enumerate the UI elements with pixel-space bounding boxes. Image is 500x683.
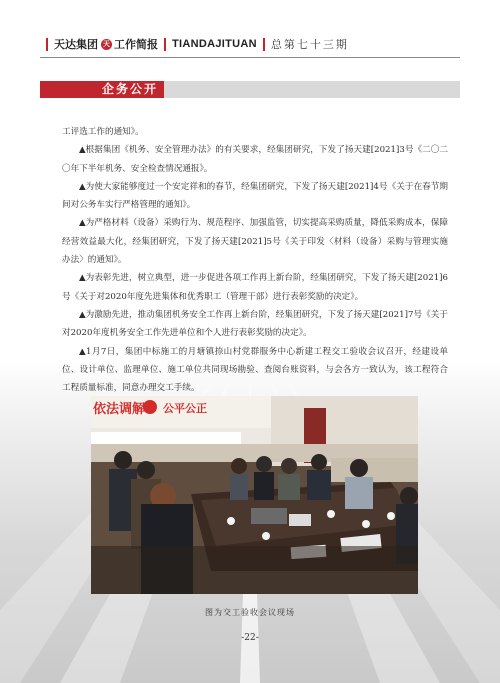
photo-caption: 图为交工验收会议现场 xyxy=(205,608,295,617)
meeting-photo xyxy=(91,396,418,594)
bulletin-title: 工作简报 xyxy=(114,38,158,51)
article-body xyxy=(62,123,448,397)
brand-english-name: TIANDAJITUAN xyxy=(172,38,257,50)
paragraph: ▲为严格材料（设备）采购行为、规范程序、加强监管，切实提高采购质量，降低采购成本，保障经营效益最大化，经集团研究，下发了扬天建[2021]5号《关于印发〈材料（设备）采购与管理实施办法〉的通知》。 xyxy=(62,218,448,266)
section-title: 企务公开 xyxy=(102,82,159,96)
banner-slogan-right: 公平公正 xyxy=(163,402,207,415)
header-rule xyxy=(40,57,460,58)
page-number: -22- xyxy=(241,633,259,643)
paragraph: 工评选工作的通知》。 xyxy=(62,127,144,137)
paragraph: ▲1月7日，集团中标施工的月塘镇捺山村党群服务中心新建工程交工验收会议召开，经建设单位、设计单位、监理单位、施工单位共同现场勘验、查阅台账资料，与会各方一致认为，该工程符合工程质量标准，同意办理交工手续。 xyxy=(62,346,448,394)
issue-number: 总第七十三期 xyxy=(270,38,349,51)
header-divider xyxy=(46,38,48,51)
section-heading-accent xyxy=(40,81,164,98)
paragraph: ▲为表彰先进，树立典型，进一步促进各项工作再上新台阶，经集团研究，下发了扬天建[2021]6号《关于对2020年度先进集体和优秀职工（管理干部）进行表彰奖励的决定》。 xyxy=(62,273,448,302)
paragraph: ▲为激励先进，推动集团机务安全工作再上新台阶，经集团研究，下发了扬天建[2021]7号《关于对2020年度机务安全工作先进单位和个人进行表彰奖励的决定》。 xyxy=(62,309,448,339)
paragraph: ▲根据集团《机务、安全管理办法》的有关要求，经集团研究，下发了扬天建[2021]3号《二〇二〇年下半年机务、安全检查情况通报》。 xyxy=(62,145,448,174)
banner-slogan-left: 依法调解 xyxy=(93,402,146,417)
paragraph: ▲为使大家能够度过一个安定祥和的春节，经集团研究，下发了扬天建[2021]4号《关于在春节期间对公务车实行严格管理的通知》。 xyxy=(62,181,448,211)
company-name: 天达集团 xyxy=(54,38,98,51)
header-divider xyxy=(263,38,265,51)
page-header xyxy=(40,34,349,54)
company-logo-icon: 天 xyxy=(103,39,110,48)
header-divider xyxy=(164,38,166,51)
section-heading-bar xyxy=(40,81,460,98)
